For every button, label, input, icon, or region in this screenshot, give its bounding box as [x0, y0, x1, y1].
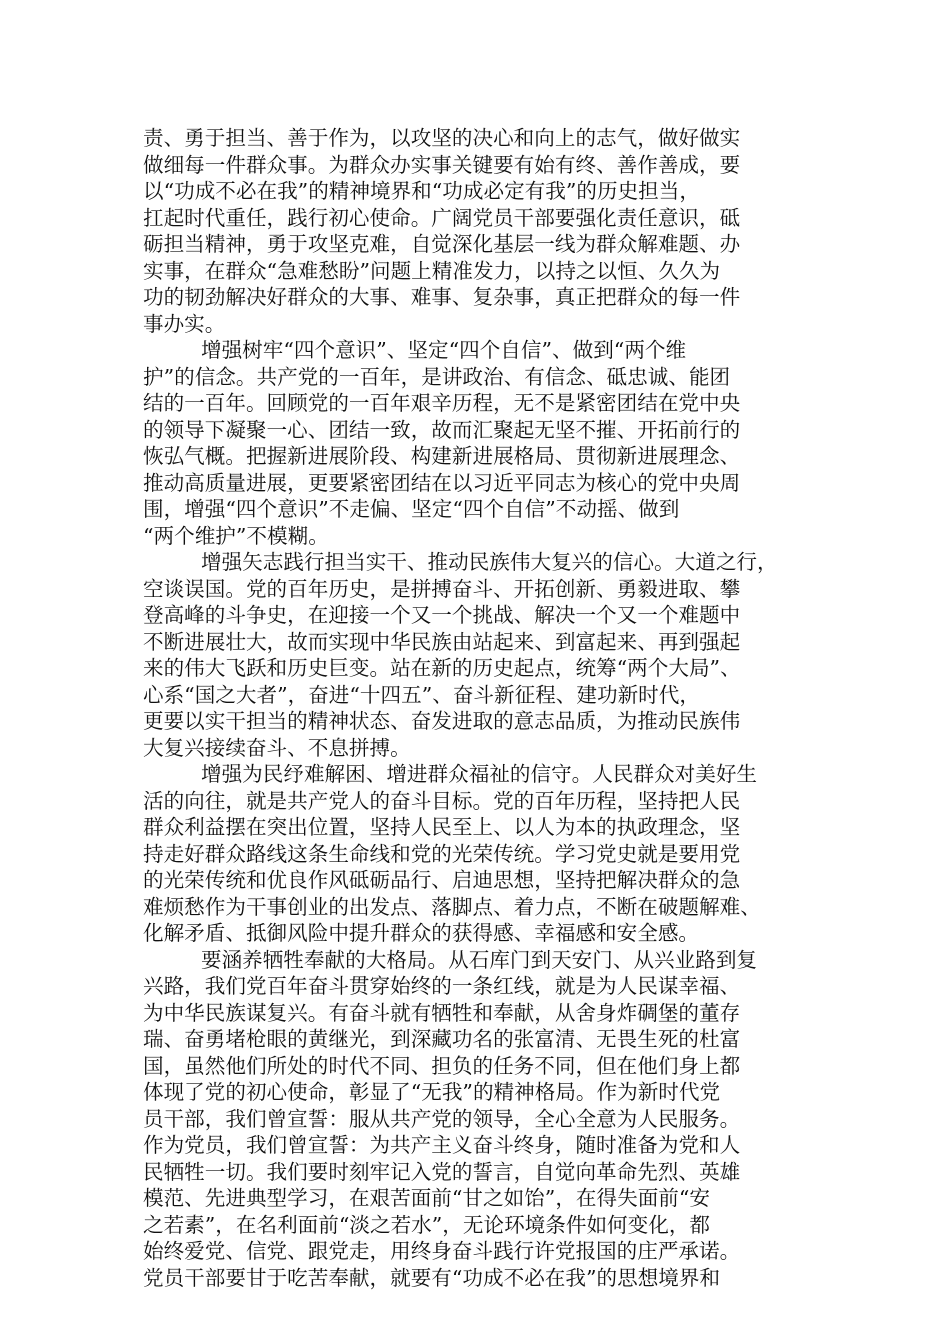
document-body	[143, 125, 811, 1291]
text-line: 砺担当精神，勇于攻坚克难，自觉深化基层一线为群众解难题、办	[143, 232, 741, 256]
text-line: 更要以实干担当的精神状态、奋发进取的意志品质，为推动民族伟	[143, 709, 741, 733]
text-line: 实事，在群众“急难愁盼”问题上精准发力，以持之以恒、久久为	[143, 258, 721, 283]
text-line: 始终爱党、信党、跟党走，用终身奋斗践行许党报国的庄严承诺。	[143, 1239, 741, 1263]
text-line: 国，虽然他们所处的时代不同、担负的任务不同，但在他们身上都	[143, 1053, 741, 1078]
text-line: 推动高质量进展，更要紧密团结在以习近平同志为核心的党中央周	[143, 470, 741, 495]
text-line: 大复兴接续奋斗、不息拼搏。	[143, 735, 411, 760]
text-line: 功的韧劲解决好群众的大事、难事、复杂事，真正把群众的每一件	[143, 285, 741, 309]
text-line: 结的一百年。回顾党的一百年艰辛历程，无不是紧密团结在党中央	[143, 391, 741, 415]
text-line: 围，增强“四个意识”不走偏、坚定“四个自信”不动摇、做到	[143, 497, 680, 521]
text-line: 恢弘气概。把握新进展阶段、构建新进展格局、贯彻新进展理念、	[143, 444, 741, 468]
text-line: 不断进展壮大，故而实现中华民族由站起来、到富起来、再到强起	[143, 629, 741, 654]
text-line: 为中华民族谋复兴。有奋斗就有牺牲和奉献，从舍身炸碉堡的董存	[143, 1000, 741, 1025]
text-line: 瑞、奋勇堵枪眼的黄继光，到深藏功名的张富清、无畏生死的杜富	[143, 1027, 741, 1051]
text-line: 民牺牲一切。我们要时刻牢记入党的誓言，自觉向革命先烈、英雄	[143, 1159, 741, 1184]
text-line: 心系“国之大者”，奋进“十四五”、奋斗新征程、建功新时代，	[143, 682, 700, 707]
paragraph-first-line: 增强为民纾难解困、增进群众福祉的信守。人民群众对美好生	[201, 762, 758, 786]
text-line: 活的向往，就是共产党人的奋斗目标。党的百年历程，坚持把人民	[143, 788, 741, 813]
text-line: 持走好群众路线这条生命线和党的光荣传统。学习党史就是要用党	[143, 841, 741, 866]
text-line: 扛起时代重任，践行初心使命。广阔党员干部要强化责任意识，砥	[143, 205, 741, 230]
text-line: 的光荣传统和优良作风砥砺品行、启迪思想，坚持把解决群众的急	[143, 868, 741, 892]
text-line: 以“功成不必在我”的精神境界和“功成必定有我”的历史担当，	[143, 179, 700, 203]
text-line: 做细每一件群众事。为群众办实事关键要有始有终、善作善成，要	[143, 152, 741, 177]
paragraph-first-line: 要涵养牺牲奉献的大格局。从石库门到天安门、从兴业路到复	[201, 947, 758, 972]
text-line: 护”的信念。共产党的一百年，是讲政治、有信念、砥忠诚、能团	[143, 364, 731, 389]
text-line: 群众利益摆在突出位置，坚持人民至上、以人为本的执政理念，坚	[143, 815, 741, 839]
text-line: 党员干部要甘于吃苦奉献，就要有“功成不必在我”的思想境界和	[143, 1265, 721, 1290]
text-line: 事办实。	[143, 311, 226, 336]
paragraph-first-line: 增强树牢“四个意识”、坚定“四个自信”、做到“两个维	[201, 338, 687, 362]
text-line: 模范、先进典型学习，在艰苦面前“甘之如饴”，在得失面前“安	[143, 1186, 711, 1210]
text-line: 空谈误国。党的百年历史，是拼搏奋斗、开拓创新、勇毅进取、攀	[143, 576, 741, 601]
text-line: 作为党员，我们曾宣誓：为共产主义奋斗终身，随时准备为党和人	[143, 1133, 741, 1157]
text-line: 兴路，我们党百年奋斗贯穿始终的一条红线，就是为人民谋幸福、	[143, 974, 741, 998]
text-line: 化解矛盾、抵御风险中提升群众的获得感、幸福感和安全感。	[143, 921, 700, 945]
text-line: “两个维护”不模糊。	[143, 523, 329, 548]
text-line: 来的伟大飞跃和历史巨变。站在新的历史起点，统筹“两个大局”、	[143, 656, 741, 680]
paragraph-first-line: 增强矢志践行担当实干、推动民族伟大复兴的信心。大道之行，	[201, 550, 778, 574]
text-line: 登高峰的斗争史，在迎接一个又一个挑战、解决一个又一个难题中	[143, 603, 741, 627]
text-line: 难烦愁作为干事创业的出发点、落脚点、着力点，不断在破题解难、	[143, 894, 761, 919]
text-line: 体现了党的初心使命，彰显了“无我”的精神格局。作为新时代党	[143, 1080, 721, 1104]
text-line: 之若素”，在名利面前“淡之若水”，无论环境条件如何变化，都	[143, 1212, 711, 1237]
text-line: 员干部，我们曾宣誓：服从共产党的领导，全心全意为人民服务。	[143, 1106, 741, 1131]
text-line: 责、勇于担当、善于作为，以攻坚的决心和向上的志气，做好做实	[143, 126, 741, 150]
text-line: 的领导下凝聚一心、团结一致，故而汇聚起无坚不摧、开拓前行的	[143, 417, 741, 442]
